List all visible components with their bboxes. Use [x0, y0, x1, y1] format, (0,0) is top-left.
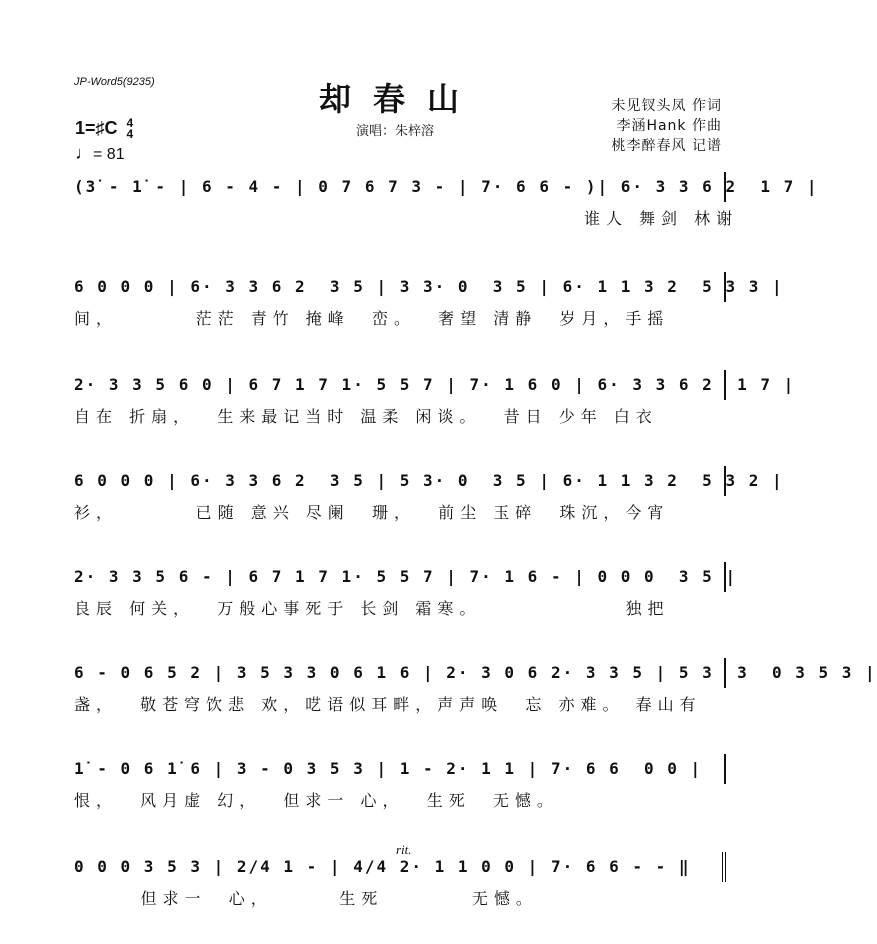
- notation-line: 6 - 0 6 5 2 | 3 5 3 3 0 6 1 6 | 2· 3 0 6 2· 3 3 5 | 5 3 3 0 3 5 3 |: [74, 658, 726, 688]
- tempo-value: = 81: [93, 146, 125, 163]
- notation-line: 6 0 0 0 | 6· 3 3 6 2 3 5 | 5 3· 0 3 5 | 6· 1 1 3 2 5 3 2 |: [74, 466, 726, 496]
- time-bottom: 4: [126, 127, 134, 142]
- transcriber-credit: 桃李醉春风 记谱: [611, 138, 722, 154]
- lyrics-line: 间， 茫茫 青竹 掩峰 峦。 奢望 清静 岁月，手摇: [74, 309, 670, 328]
- tempo-marking: [75, 143, 125, 164]
- lyrics-line: 谁人 舞剑 林谢: [74, 209, 739, 228]
- singer-credit: 演唱：朱梓溶: [356, 124, 435, 139]
- notation-line: (3̇ - 1̇ - | 6 - 4 - | 0 7 6 7 3 - | 7· 6 6 - )| 6· 3 3 6 2 1 7 |: [74, 172, 726, 202]
- lyrics-line: 自在 折扇， 生来最记当时 温柔 闲谈。 昔日 少年 白衣: [74, 407, 658, 426]
- song-title: 却春山: [318, 80, 481, 118]
- notation-line: 2· 3 3 5 6 - | 6 7 1 7 1· 5 5 7 | 7· 1 6 - | 0 0 0 3 5 |: [74, 562, 726, 592]
- lyricist-credit: 未见钗头凤 作词: [611, 98, 722, 114]
- lyrics-line: 恨， 风月虚 幻， 但求一 心， 生死 无憾。: [74, 791, 559, 810]
- software-label: JP-Word5(9235): [74, 76, 155, 88]
- credits-block: [612, 96, 722, 156]
- notation-line: 1̇ - 0 6 1̇ 6 | 3 - 0 3 5 3 | 1 - 2· 1 1 | 7· 6 6 0 0 |: [74, 754, 726, 784]
- ritardando-mark: rit.: [396, 842, 412, 857]
- time-top: 4: [126, 116, 134, 131]
- lyrics-line: 良辰 何关， 万般心事死于 长剑 霜寒。 独把: [74, 599, 670, 618]
- lyrics-line: 衫， 已随 意兴 尽阑 珊， 前尘 玉碎 珠沉，今宵: [74, 503, 670, 522]
- composer-credit: 李涵Hank 作曲: [616, 118, 722, 134]
- notation-line: 2· 3 3 5 6 0 | 6 7 1 7 1· 5 5 7 | 7· 1 6 0 | 6· 3 3 6 2 1 7 |: [74, 370, 726, 400]
- lyrics-line: 盏， 敬苍穹饮悲 欢，呓语似耳畔，声声唤 忘 亦难。 春山有: [74, 695, 702, 714]
- notation-line: 6 0 0 0 | 6· 3 3 6 2 3 5 | 3 3· 0 3 5 | 6· 1 1 3 2 5 3 3 |: [74, 272, 726, 302]
- key-signature: [75, 118, 133, 140]
- time-signature: [127, 118, 134, 140]
- quarter-note-icon: ♩: [75, 143, 93, 163]
- notation-line: 0 0 0 3 5 3 | 2/4 1 - | 4/4 2· 1 1 0 0 | 7· 6 6 - - ‖: [74, 852, 726, 882]
- lyrics-line: 但求一 心， 生死 无憾。: [74, 889, 538, 908]
- key-label: 1=♯C: [75, 118, 118, 138]
